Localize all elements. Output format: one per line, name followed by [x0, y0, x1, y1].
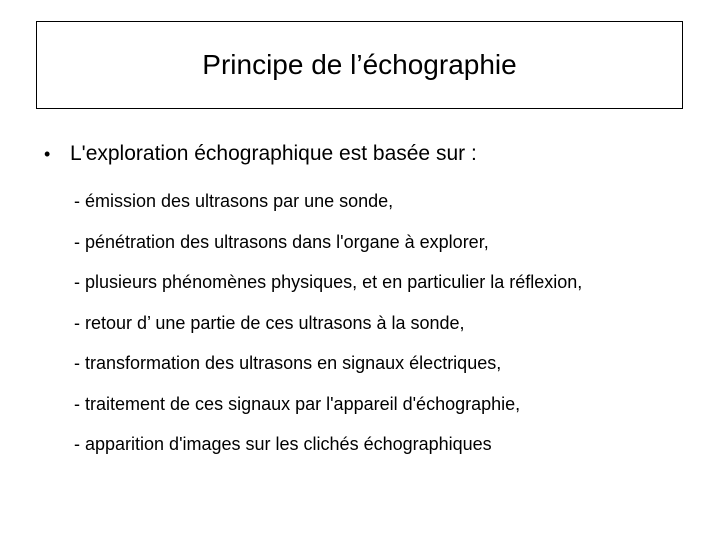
sub-list [74, 191, 582, 475]
list-item: - pénétration des ultrasons dans l'organe à explorer, [74, 231, 489, 252]
slide-title: Principe de l’échographie [202, 49, 517, 80]
list-item: - retour d’ une partie de ces ultrasons à la sonde, [74, 312, 465, 333]
main-bullet [44, 141, 477, 166]
list-item: - émission des ultrasons par une sonde, [74, 191, 394, 211]
bullet-icon: • [44, 144, 51, 164]
list-item: - traitement de ces signaux par l'appareil d'échographie, [74, 393, 521, 414]
list-item: - transformation des ultrasons en signaux électriques, [74, 353, 502, 373]
list-item: - apparition d'images sur les clichés échographiques [74, 434, 492, 454]
title-box [36, 21, 683, 109]
intro-text: L'exploration échographique est basée sur : [70, 142, 477, 165]
list-item: - plusieurs phénomènes physiques, et en particulier la réflexion, [74, 272, 583, 292]
